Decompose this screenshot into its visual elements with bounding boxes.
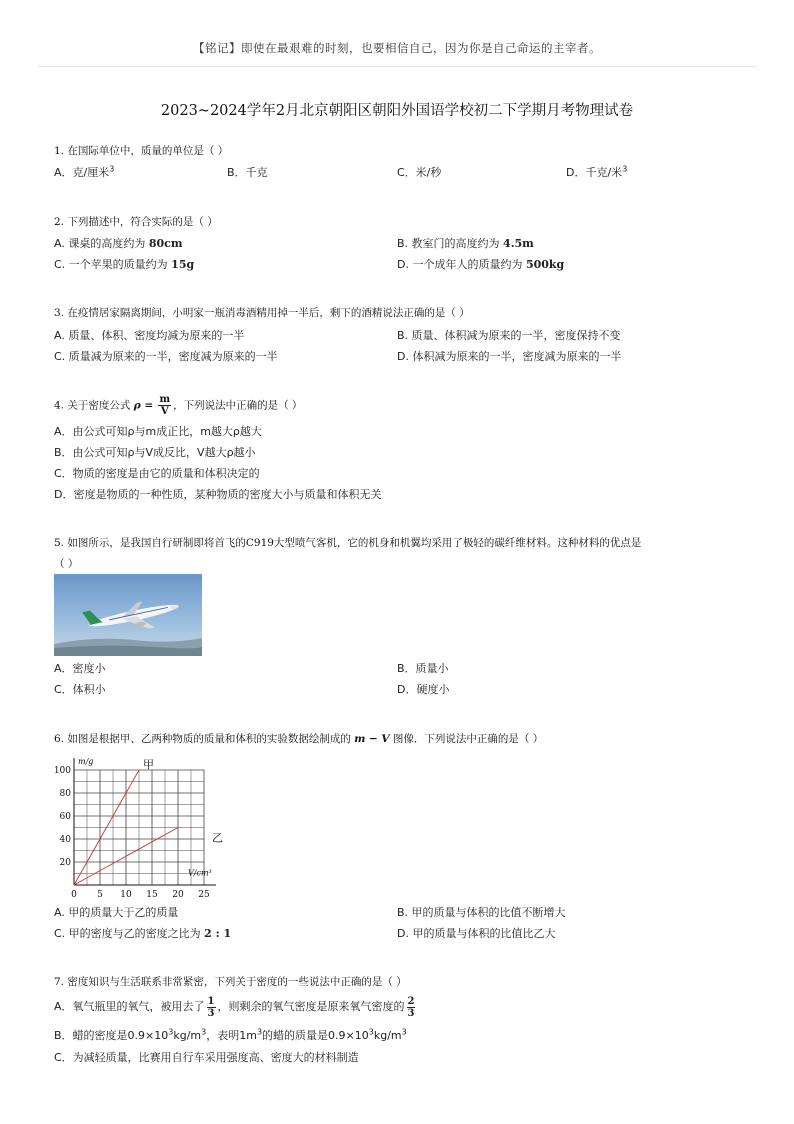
q5-stem-bracket: （ ） (54, 558, 79, 570)
m-v-graph-svg (52, 750, 252, 902)
q4-option-b: B．由公式可知ρ与V成反比，V越大ρ越小 (54, 446, 256, 459)
q2-option-b: B. 教室门的高度约为 4.5m (397, 237, 534, 250)
exam-title: 2023~2024学年2月北京朝阳区朝阳外国语学校初二下学期月考物理试卷 (160, 103, 634, 119)
y-tick-label: 60 (59, 812, 71, 822)
q1-option-b: B．千克 (227, 166, 268, 179)
motto-header: 【铭记】即使在最艰难的时刻，也要相信自己，因为你是自己命运的主宰者。 (193, 41, 601, 55)
q2-option-d: D. 一个成年人的质量约为 500kg (397, 258, 565, 271)
c919-airplane-photo (54, 574, 202, 656)
x-tick-label: 0 (71, 890, 77, 900)
q3-option-a: A. 质量、体积、密度均减为原来的一半 (54, 329, 245, 342)
x-tick-label: 5 (97, 890, 103, 900)
x-tick-label: 25 (198, 890, 210, 900)
q6-option-b: B. 甲的质量与体积的比值不断增大 (397, 906, 566, 919)
x-axis-label: V/cm³ (188, 868, 212, 878)
q3-option-c: C. 质量减为原来的一半，密度减为原来的一半 (54, 350, 278, 363)
q4-option-c: C．物质的密度是由它的质量和体积决定的 (54, 467, 260, 480)
q5-option-c: C．体积小 (54, 683, 106, 696)
q6-option-d: D. 甲的质量与体积的比值比乙大 (397, 927, 556, 940)
y-tick-label: 40 (59, 835, 71, 845)
q4-option-a: A．由公式可知ρ与m成正比，m越大ρ越大 (54, 425, 262, 438)
header-divider (38, 66, 756, 67)
q2-stem: 2. 下列描述中，符合实际的是（ ） (54, 216, 218, 228)
q7-option-c: C．为减轻质量，比赛用自行车采用强度高、密度大的材料制造 (54, 1051, 359, 1064)
q3-option-d: D. 体积减为原来的一半，密度减为原来的一半 (397, 350, 622, 363)
x-tick-label: 20 (172, 890, 184, 900)
m-v-graph (52, 750, 252, 906)
q5-stem: 5. 如图所示，是我国自行研制即将首飞的C919大型喷气客机，它的机身和机翼均采用了极轻的碳纤维材料。这种材料的优点是 (54, 537, 642, 549)
q6-option-c: C. 甲的密度与乙的密度之比为 2 : 1 (54, 927, 232, 940)
density-formula-fraction: $\frac{m}{V}$ (159, 394, 171, 417)
q4-option-d: D．密度是物质的一种性质，某种物质的密度大小与质量和体积无关 (54, 488, 382, 501)
q1-stem: 1. 在国际单位中，质量的单位是（ ） (54, 145, 229, 157)
q1-option-c: C．米/秒 (397, 166, 442, 179)
q6-stem: 6. 如图是根据甲、乙两种物质的质量和体积的实验数据绘制成的 m − V 图像．下列说法中正确的是（ ） (54, 733, 544, 745)
y-tick-label: 100 (53, 766, 71, 776)
q5-option-b: B．质量小 (397, 662, 449, 675)
q5-option-d: D．硬度小 (397, 683, 450, 696)
q3-stem: 3. 在疫情居家隔离期间，小明家一瓶消毒酒精用掉一半后，剩下的酒精说法正确的是（ ） (54, 307, 470, 319)
q1-option-d: D．千克/米$^3$ (566, 164, 628, 179)
y-tick-label: 80 (59, 789, 71, 799)
q7-option-a: A．氧气瓶里的氧气，被用去了 $\frac{1}{3}$ ，则剩余的氧气密度是原来氧气密度的 $\frac{2}{3}$ (54, 995, 415, 1019)
x-tick-label: 15 (146, 890, 158, 900)
q6-option-a: A. 甲的质量大于乙的质量 (54, 906, 179, 919)
q3-option-b: B. 质量、体积减为原来的一半，密度保持不变 (397, 329, 621, 342)
q2-option-c: C. 一个苹果的质量约为 15g (54, 258, 195, 271)
series-label-jia: 甲 (143, 758, 154, 771)
q7-option-b: B．蜡的密度是$0.9\times 10^3kg/m^3$，表明$1m^3$的蜡的质量是$0.9\times 10^3kg/m^3$ (54, 1027, 407, 1042)
q1-option-a: A．克/厘米$^3$ (54, 164, 115, 179)
q7-stem: 7. 密度知识与生活联系非常紧密，下列关于密度的一些说法中正确的是（ ） (54, 976, 407, 988)
series-label-yi: 乙 (212, 831, 223, 845)
x-tick-label: 10 (120, 890, 132, 900)
y-axis-label: m/g (78, 757, 94, 766)
q4-stem: 4. 关于密度公式 ρ = $\frac{m}{V}$ ，下列说法中正确的是（ ） (54, 394, 303, 417)
q2-option-a: A. 课桌的高度约为 80cm (54, 237, 183, 250)
q5-option-a: A．密度小 (54, 662, 106, 675)
y-tick-label: 20 (59, 858, 71, 868)
